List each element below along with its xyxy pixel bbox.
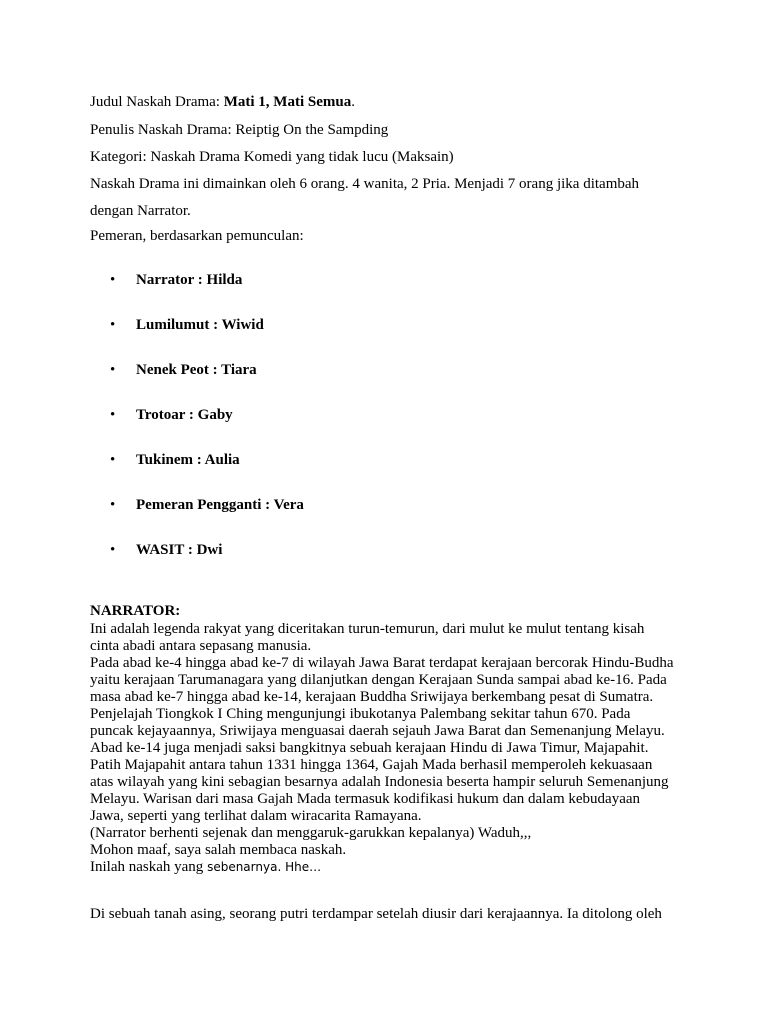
cast-intro: Pemeran, berdasarkan pemunculan: bbox=[90, 228, 304, 244]
title-label: Judul Naskah Drama: bbox=[90, 94, 224, 110]
cast-count-line-2: dengan Narrator. bbox=[90, 203, 191, 219]
narrator-line: Abad ke-14 juga menjadi saksi bangkitnya sebuah kerajaan Hindu di Jawa Timur, Majapahit. bbox=[90, 740, 649, 756]
narrator-line: Penjelajah Tiongkok I Ching mengunjungi ibukotanya Palembang sekitar tahun 670. Pada bbox=[90, 706, 631, 722]
narrator-line: Mohon maaf, saya salah membaca naskah. bbox=[90, 842, 347, 858]
narrator-final-line bbox=[90, 859, 710, 876]
drama-title: Mati 1, Mati Semua bbox=[223, 94, 352, 110]
narrator-line: Jawa, seperti yang terlihat dalam wiracarita Ramayana. bbox=[90, 808, 422, 824]
cast-entry: Lumilumut : Wiwid bbox=[136, 317, 264, 333]
narrator-line: cinta abadi antara sepasang manusia. bbox=[90, 638, 312, 654]
category-line: Kategori: Naskah Drama Komedi yang tidak lucu (Maksain) bbox=[90, 149, 454, 165]
bullet-icon: • bbox=[110, 362, 116, 378]
cast-entry: Pemeran Pengganti : Vera bbox=[136, 497, 304, 513]
closing-paragraph: Di sebuah tanah asing, seorang putri terdampar setelah diusir dari kerajaannya. Ia ditolong oleh bbox=[90, 906, 662, 922]
narrator-line: Patih Majapahit antara tahun 1331 hingga 1364, Gajah Mada berhasil memperoleh kekuasaan bbox=[90, 757, 653, 773]
narrator-line: Melayu. Warisan dari masa Gajah Mada termasuk kodifikasi hukum dan dalam kebudayaan bbox=[90, 791, 641, 807]
author-line: Penulis Naskah Drama: Reiptig On the Sampding bbox=[90, 122, 389, 138]
cast-entry: Nenek Peot : Tiara bbox=[136, 362, 257, 378]
narrator-line: yaitu kerajaan Tarumanagara yang dilanjutkan dengan Kerajaan Sunda sampai abad ke-16. Pada bbox=[90, 672, 667, 688]
bullet-icon: • bbox=[110, 497, 116, 513]
narrator-line: (Narrator berhenti sejenak dan menggaruk-garukkan kepalanya) Waduh,,, bbox=[90, 825, 532, 841]
final-line-small-text: sebenarnya. Hhe… bbox=[207, 860, 322, 874]
narrator-line: masa abad ke-7 hingga abad ke-14, kerajaan Buddha Sriwijaya berkembang pesat di Sumatra. bbox=[90, 689, 654, 705]
bullet-icon: • bbox=[110, 452, 116, 468]
narrator-heading: NARRATOR: bbox=[90, 603, 181, 619]
narrator-line: puncak kejayaannya, Sriwijaya menguasai daerah sejauh Jawa Barat dan Semenanjung Melayu. bbox=[90, 723, 665, 739]
drama-title-line bbox=[90, 93, 355, 111]
cast-entry: Trotoar : Gaby bbox=[136, 407, 233, 423]
cast-entry: Tukinem : Aulia bbox=[136, 452, 240, 468]
narrator-text bbox=[90, 621, 710, 876]
title-period: . bbox=[351, 94, 355, 110]
cast-count-line-1: Naskah Drama ini dimainkan oleh 6 orang. 4 wanita, 2 Pria. Menjadi 7 orang jika ditambah bbox=[90, 176, 640, 192]
cast-entry: Narrator : Hilda bbox=[136, 272, 243, 288]
bullet-icon: • bbox=[110, 272, 116, 288]
cast-entry: WASIT : Dwi bbox=[136, 542, 223, 558]
narrator-line: Pada abad ke-4 hingga abad ke-7 di wilayah Jawa Barat terdapat kerajaan bercorak Hindu-Budha bbox=[90, 655, 674, 671]
bullet-icon: • bbox=[110, 407, 116, 423]
narrator-line: atas wilayah yang kini sebagian besarnya adalah Indonesia beserta hampir seluruh Semenanjung bbox=[90, 774, 669, 790]
bullet-icon: • bbox=[110, 542, 116, 558]
final-line-text: Inilah naskah yang bbox=[90, 859, 208, 875]
bullet-icon: • bbox=[110, 317, 116, 333]
narrator-line: Ini adalah legenda rakyat yang diceritakan turun-temurun, dari mulut ke mulut tentang kisah bbox=[90, 621, 645, 637]
